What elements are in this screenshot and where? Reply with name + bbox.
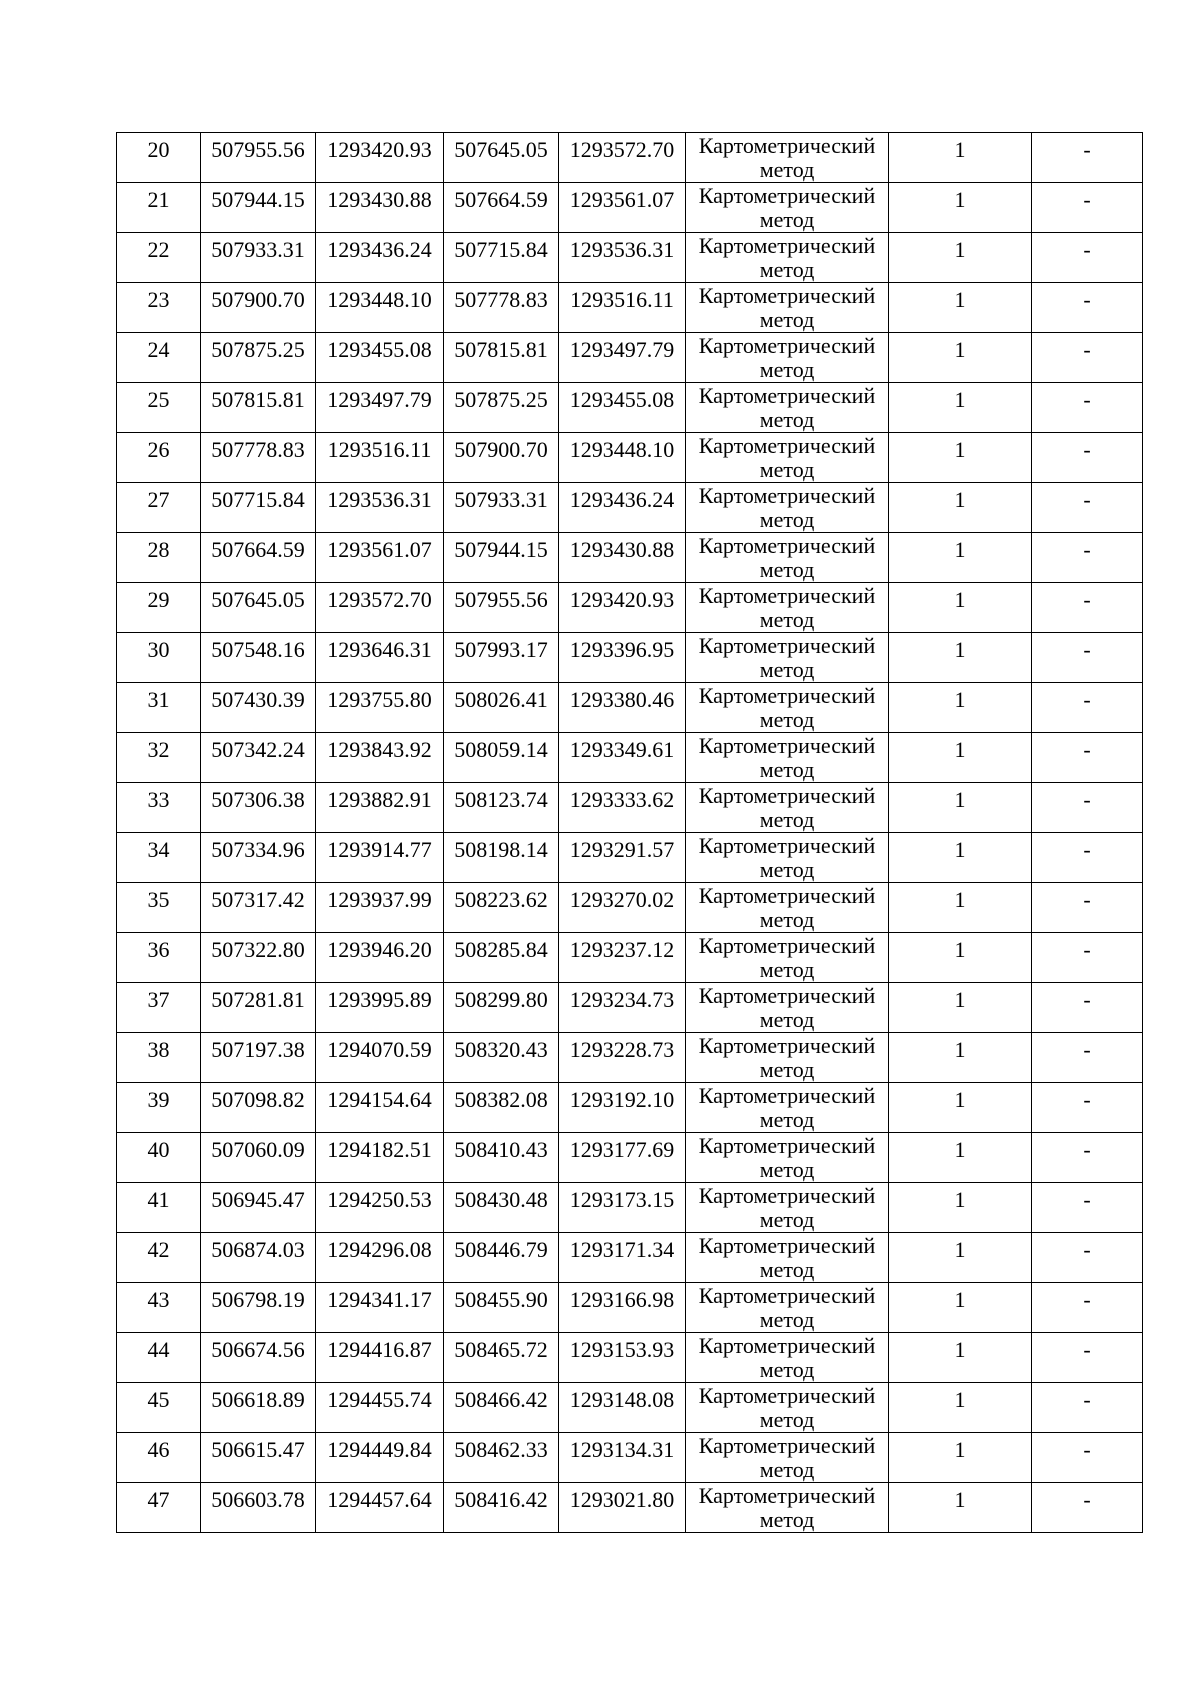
cell-x-start: 507306.38 [201,783,316,833]
cell-point-number: 35 [117,883,201,933]
cell-accuracy: 1 [889,583,1032,633]
cell-accuracy: 1 [889,483,1032,533]
cell-note: - [1032,183,1143,233]
cell-x-end: 508466.42 [444,1383,559,1433]
cell-y-end: 1293134.31 [559,1433,686,1483]
cell-accuracy: 1 [889,383,1032,433]
cell-x-end: 508320.43 [444,1033,559,1083]
cell-method: Картометрический метод [686,633,889,683]
table-row [117,1433,1143,1483]
cell-method: Картометрический метод [686,133,889,183]
cell-y-start: 1293516.11 [316,433,444,483]
cell-y-end: 1293572.70 [559,133,686,183]
cell-y-end: 1293436.24 [559,483,686,533]
cell-y-start: 1294182.51 [316,1133,444,1183]
cell-method: Картометрический метод [686,1233,889,1283]
cell-x-start: 507281.81 [201,983,316,1033]
cell-method: Картометрический метод [686,1433,889,1483]
cell-note: - [1032,233,1143,283]
cell-method: Картометрический метод [686,783,889,833]
cell-x-start: 507322.80 [201,933,316,983]
cell-x-end: 508026.41 [444,683,559,733]
cell-accuracy: 1 [889,883,1032,933]
cell-x-start: 506874.03 [201,1233,316,1283]
table-row [117,1183,1143,1233]
cell-y-start: 1293843.92 [316,733,444,783]
cell-note: - [1032,583,1143,633]
cell-x-start: 507955.56 [201,133,316,183]
cell-y-start: 1293882.91 [316,783,444,833]
cell-method: Картометрический метод [686,533,889,583]
cell-x-end: 507933.31 [444,483,559,533]
cell-y-start: 1293995.89 [316,983,444,1033]
cell-y-start: 1293946.20 [316,933,444,983]
cell-method: Картометрический метод [686,383,889,433]
cell-accuracy: 1 [889,933,1032,983]
cell-y-start: 1293497.79 [316,383,444,433]
cell-y-end: 1293349.61 [559,733,686,783]
cell-y-start: 1293755.80 [316,683,444,733]
cell-method: Картометрический метод [686,833,889,883]
cell-point-number: 21 [117,183,201,233]
cell-x-start: 507098.82 [201,1083,316,1133]
cell-accuracy: 1 [889,133,1032,183]
table-row [117,1233,1143,1283]
cell-method: Картометрический метод [686,883,889,933]
cell-point-number: 28 [117,533,201,583]
cell-accuracy: 1 [889,783,1032,833]
cell-accuracy: 1 [889,733,1032,783]
cell-y-end: 1293192.10 [559,1083,686,1133]
table-row [117,833,1143,883]
cell-y-start: 1294250.53 [316,1183,444,1233]
cell-point-number: 42 [117,1233,201,1283]
table-row [117,533,1143,583]
cell-method: Картометрический метод [686,483,889,533]
cell-y-end: 1293455.08 [559,383,686,433]
cell-accuracy: 1 [889,283,1032,333]
cell-note: - [1032,1483,1143,1533]
table-row [117,583,1143,633]
cell-note: - [1032,983,1143,1033]
cell-point-number: 20 [117,133,201,183]
cell-note: - [1032,1083,1143,1133]
cell-method: Картометрический метод [686,1033,889,1083]
cell-note: - [1032,833,1143,883]
cell-method: Картометрический метод [686,433,889,483]
cell-accuracy: 1 [889,683,1032,733]
cell-y-start: 1293436.24 [316,233,444,283]
table-row [117,1133,1143,1183]
cell-y-start: 1294070.59 [316,1033,444,1083]
cell-x-end: 508455.90 [444,1283,559,1333]
cell-y-start: 1294457.64 [316,1483,444,1533]
cell-point-number: 33 [117,783,201,833]
cell-x-end: 508285.84 [444,933,559,983]
cell-note: - [1032,1383,1143,1433]
table-row [117,1033,1143,1083]
cell-point-number: 39 [117,1083,201,1133]
cell-y-start: 1294154.64 [316,1083,444,1133]
cell-point-number: 26 [117,433,201,483]
cell-point-number: 38 [117,1033,201,1083]
cell-note: - [1032,1433,1143,1483]
cell-x-start: 507875.25 [201,333,316,383]
cell-point-number: 22 [117,233,201,283]
cell-point-number: 34 [117,833,201,883]
cell-y-end: 1293536.31 [559,233,686,283]
cell-method: Картометрический метод [686,1083,889,1133]
cell-y-end: 1293171.34 [559,1233,686,1283]
cell-y-start: 1293448.10 [316,283,444,333]
table-body [117,133,1143,1533]
cell-x-start: 506674.56 [201,1333,316,1383]
cell-y-end: 1293561.07 [559,183,686,233]
table-row [117,1383,1143,1433]
cell-point-number: 25 [117,383,201,433]
cell-x-start: 506798.19 [201,1283,316,1333]
cell-accuracy: 1 [889,533,1032,583]
cell-y-start: 1294296.08 [316,1233,444,1283]
cell-point-number: 47 [117,1483,201,1533]
cell-x-start: 506618.89 [201,1383,316,1433]
cell-x-start: 507900.70 [201,283,316,333]
cell-point-number: 45 [117,1383,201,1433]
cell-x-start: 507664.59 [201,533,316,583]
cell-x-end: 507778.83 [444,283,559,333]
cell-method: Картометрический метод [686,983,889,1033]
cell-x-start: 507197.38 [201,1033,316,1083]
cell-note: - [1032,1233,1143,1283]
cell-y-end: 1293228.73 [559,1033,686,1083]
cell-note: - [1032,1033,1143,1083]
cell-note: - [1032,483,1143,533]
cell-point-number: 27 [117,483,201,533]
cell-method: Картометрический метод [686,683,889,733]
cell-x-end: 507955.56 [444,583,559,633]
cell-accuracy: 1 [889,633,1032,683]
table-row [117,933,1143,983]
cell-point-number: 41 [117,1183,201,1233]
cell-accuracy: 1 [889,1283,1032,1333]
cell-accuracy: 1 [889,433,1032,483]
cell-accuracy: 1 [889,1233,1032,1283]
cell-x-end: 508416.42 [444,1483,559,1533]
cell-y-start: 1293572.70 [316,583,444,633]
cell-accuracy: 1 [889,983,1032,1033]
cell-y-end: 1293420.93 [559,583,686,633]
cell-y-start: 1294416.87 [316,1333,444,1383]
cell-x-start: 507715.84 [201,483,316,533]
cell-accuracy: 1 [889,1383,1032,1433]
cell-y-end: 1293380.46 [559,683,686,733]
cell-accuracy: 1 [889,1333,1032,1383]
cell-accuracy: 1 [889,1033,1032,1083]
cell-y-end: 1293448.10 [559,433,686,483]
cell-y-end: 1293166.98 [559,1283,686,1333]
cell-accuracy: 1 [889,1183,1032,1233]
cell-point-number: 32 [117,733,201,783]
cell-y-start: 1293937.99 [316,883,444,933]
table-row [117,633,1143,683]
table-row [117,783,1143,833]
table-row [117,1083,1143,1133]
cell-y-end: 1293516.11 [559,283,686,333]
cell-y-end: 1293270.02 [559,883,686,933]
cell-point-number: 40 [117,1133,201,1183]
cell-note: - [1032,1333,1143,1383]
cell-y-start: 1294449.84 [316,1433,444,1483]
cell-y-end: 1293333.62 [559,783,686,833]
cell-note: - [1032,283,1143,333]
table-row [117,283,1143,333]
cell-y-start: 1294455.74 [316,1383,444,1433]
cell-x-end: 508299.80 [444,983,559,1033]
cell-x-end: 508223.62 [444,883,559,933]
cell-point-number: 44 [117,1333,201,1383]
coordinates-table [116,132,1143,1533]
cell-x-end: 507875.25 [444,383,559,433]
cell-y-end: 1293021.80 [559,1483,686,1533]
cell-point-number: 29 [117,583,201,633]
cell-x-start: 506945.47 [201,1183,316,1233]
cell-x-end: 507664.59 [444,183,559,233]
cell-y-end: 1293291.57 [559,833,686,883]
cell-y-start: 1294341.17 [316,1283,444,1333]
cell-y-end: 1293396.95 [559,633,686,683]
table-row [117,433,1143,483]
cell-x-end: 507815.81 [444,333,559,383]
cell-method: Картометрический метод [686,283,889,333]
cell-y-start: 1293561.07 [316,533,444,583]
cell-y-start: 1293914.77 [316,833,444,883]
cell-x-end: 508059.14 [444,733,559,783]
cell-method: Картометрический метод [686,1333,889,1383]
table-row [117,983,1143,1033]
cell-y-end: 1293177.69 [559,1133,686,1183]
cell-x-end: 508446.79 [444,1233,559,1283]
cell-y-end: 1293173.15 [559,1183,686,1233]
cell-x-end: 508198.14 [444,833,559,883]
table-row [117,133,1143,183]
cell-note: - [1032,883,1143,933]
cell-y-end: 1293153.93 [559,1333,686,1383]
cell-point-number: 43 [117,1283,201,1333]
cell-point-number: 23 [117,283,201,333]
cell-x-start: 506615.47 [201,1433,316,1483]
cell-note: - [1032,1283,1143,1333]
cell-accuracy: 1 [889,233,1032,283]
cell-note: - [1032,1133,1143,1183]
table-row [117,683,1143,733]
table-row [117,183,1143,233]
cell-method: Картометрический метод [686,1383,889,1433]
cell-method: Картометрический метод [686,183,889,233]
cell-method: Картометрический метод [686,233,889,283]
cell-y-end: 1293497.79 [559,333,686,383]
cell-accuracy: 1 [889,1133,1032,1183]
cell-x-start: 506603.78 [201,1483,316,1533]
cell-accuracy: 1 [889,1083,1032,1133]
cell-x-end: 508462.33 [444,1433,559,1483]
table-row [117,1483,1143,1533]
cell-point-number: 37 [117,983,201,1033]
cell-point-number: 30 [117,633,201,683]
cell-method: Картометрический метод [686,333,889,383]
table-row [117,383,1143,433]
cell-x-end: 507944.15 [444,533,559,583]
cell-y-start: 1293430.88 [316,183,444,233]
cell-note: - [1032,683,1143,733]
cell-x-start: 507342.24 [201,733,316,783]
cell-method: Картометрический метод [686,733,889,783]
cell-x-end: 508123.74 [444,783,559,833]
cell-note: - [1032,733,1143,783]
cell-y-start: 1293646.31 [316,633,444,683]
cell-method: Картометрический метод [686,1183,889,1233]
cell-x-end: 507645.05 [444,133,559,183]
cell-note: - [1032,633,1143,683]
table-row [117,233,1143,283]
cell-y-end: 1293148.08 [559,1383,686,1433]
cell-accuracy: 1 [889,1483,1032,1533]
cell-point-number: 31 [117,683,201,733]
cell-x-start: 507645.05 [201,583,316,633]
cell-note: - [1032,333,1143,383]
cell-method: Картометрический метод [686,583,889,633]
cell-y-end: 1293234.73 [559,983,686,1033]
cell-x-end: 508382.08 [444,1083,559,1133]
cell-x-start: 507944.15 [201,183,316,233]
table-row [117,1283,1143,1333]
cell-accuracy: 1 [889,1433,1032,1483]
cell-point-number: 46 [117,1433,201,1483]
table-row [117,333,1143,383]
cell-note: - [1032,1183,1143,1233]
cell-y-start: 1293420.93 [316,133,444,183]
table-row [117,483,1143,533]
cell-x-end: 507715.84 [444,233,559,283]
cell-accuracy: 1 [889,333,1032,383]
cell-note: - [1032,933,1143,983]
cell-x-end: 508465.72 [444,1333,559,1383]
cell-x-start: 507060.09 [201,1133,316,1183]
cell-method: Картометрический метод [686,1283,889,1333]
cell-x-start: 507815.81 [201,383,316,433]
cell-method: Картометрический метод [686,1483,889,1533]
cell-method: Картометрический метод [686,933,889,983]
cell-point-number: 36 [117,933,201,983]
cell-x-end: 508410.43 [444,1133,559,1183]
cell-x-end: 508430.48 [444,1183,559,1233]
cell-x-start: 507548.16 [201,633,316,683]
cell-y-end: 1293430.88 [559,533,686,583]
table-row [117,733,1143,783]
cell-y-start: 1293536.31 [316,483,444,533]
cell-x-start: 507317.42 [201,883,316,933]
cell-note: - [1032,383,1143,433]
cell-accuracy: 1 [889,833,1032,883]
cell-note: - [1032,533,1143,583]
table-row [117,1333,1143,1383]
cell-note: - [1032,433,1143,483]
cell-x-start: 507430.39 [201,683,316,733]
cell-note: - [1032,133,1143,183]
cell-x-end: 507900.70 [444,433,559,483]
cell-point-number: 24 [117,333,201,383]
cell-x-start: 507933.31 [201,233,316,283]
cell-x-start: 507334.96 [201,833,316,883]
cell-x-end: 507993.17 [444,633,559,683]
table-row [117,883,1143,933]
cell-note: - [1032,783,1143,833]
cell-y-end: 1293237.12 [559,933,686,983]
cell-method: Картометрический метод [686,1133,889,1183]
cell-x-start: 507778.83 [201,433,316,483]
cell-y-start: 1293455.08 [316,333,444,383]
cell-accuracy: 1 [889,183,1032,233]
